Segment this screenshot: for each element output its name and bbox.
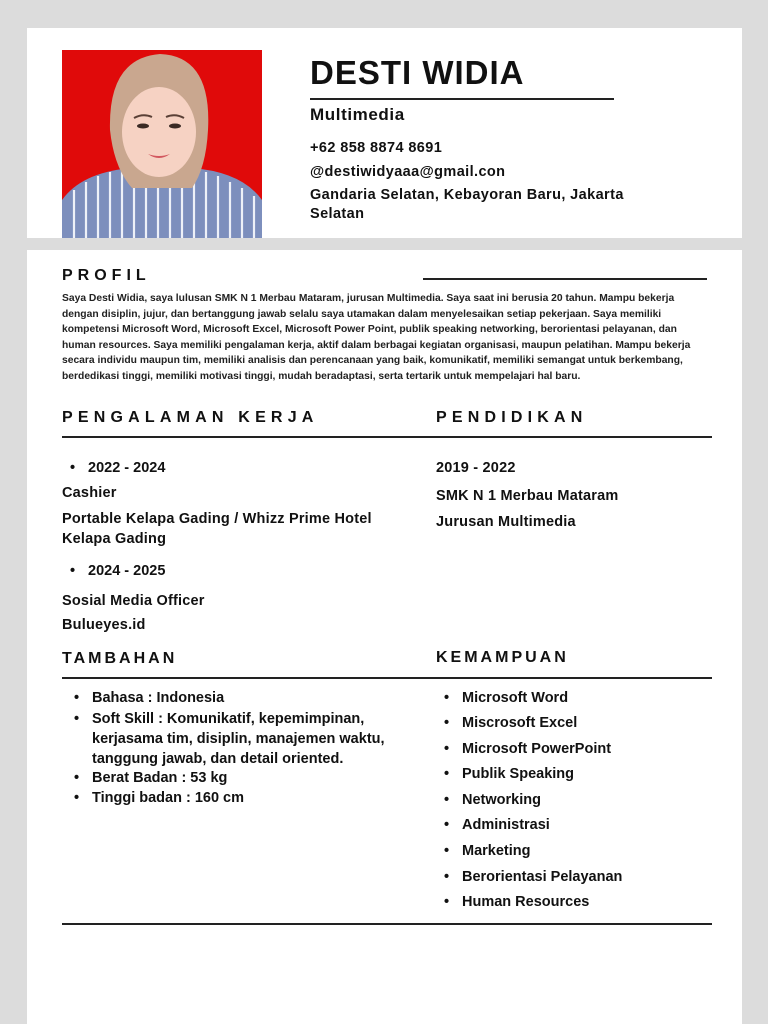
name-divider: [310, 98, 614, 100]
bottom-divider: [62, 923, 712, 925]
header-card: [27, 28, 742, 238]
person-portrait-icon: [62, 50, 262, 238]
experience-period: • 2022 - 2024: [88, 460, 165, 476]
experience-position: Cashier: [62, 485, 117, 501]
section-title-profil: PROFIL: [62, 267, 151, 284]
experience-position: Sosial Media Officer: [62, 593, 205, 609]
section-title-pendidikan: PENDIDIKAN: [436, 409, 588, 426]
experience-company: Portable Kelapa Gading / Whizz Prime Hotel Kelapa Gading: [62, 511, 372, 547]
section-title-pengalaman: PENGALAMAN KERJA: [62, 409, 319, 426]
phone-number: +62 858 8874 8691: [310, 140, 443, 156]
additional-item: • Tinggi badan : 160 cm: [92, 790, 244, 806]
skill-item: • Publik Speaking: [462, 766, 574, 782]
skill-item: • Networking: [462, 792, 541, 808]
section-title-kemampuan: KEMAMPUAN: [436, 649, 569, 666]
resume-body-card: [27, 250, 742, 1024]
education-period: 2019 - 2022: [436, 460, 516, 476]
skill-item: • Berorientasi Pelayanan: [462, 869, 622, 885]
profile-photo: [62, 50, 262, 238]
email-address: @destiwidyaaa@gmail.con: [310, 164, 506, 180]
skill-item: • Microsoft Word: [462, 690, 568, 706]
additional-item: • Soft Skill : Komunikatif, kepemimpinan, kerjasama tim, disiplin, manajemen waktu, tanggung jawab, dan detail oriented.: [92, 709, 422, 769]
additional-item: • Berat Badan : 53 kg: [92, 770, 227, 786]
additional-item: • Bahasa : Indonesia: [92, 690, 224, 706]
skill-item: • Miscrosoft Excel: [462, 715, 577, 731]
additional-skills-divider: [62, 677, 712, 679]
skill-item: • Administrasi: [462, 817, 550, 833]
skill-item: • Human Resources: [462, 894, 589, 910]
full-name: DESTI WIDIA: [310, 54, 525, 91]
profil-divider: [423, 278, 707, 280]
job-title: Multimedia: [310, 105, 405, 124]
experience-company: Bulueyes.id: [62, 617, 146, 633]
education-school: SMK N 1 Merbau Mataram: [436, 488, 619, 504]
skill-item: • Microsoft PowerPoint: [462, 741, 611, 757]
education-major: Jurusan Multimedia: [436, 514, 576, 530]
skill-item: • Marketing: [462, 843, 531, 859]
home-address: Gandaria Selatan, Kebayoran Baru, Jakarta Selatan: [310, 187, 624, 222]
profil-paragraph: Saya Desti Widia, saya lulusan SMK N 1 Merbau Mataram, jurusan Multimedia. Saya saat ini berusia 20 tahun. Mampu bekerja dengan disiplin, jujur, dan bertanggung jawab selalu saya utamakan dalam menyelesaikan setiap pekerjaan. Saya memiliki kompetensi Microsoft Word, Microsoft Excel, Microsoft Power Point, publik speaking networking, berorientasi pelayanan, dan human resources. Saya memiliki pengalaman kerja, aktif dalam berbagai kegiatan organisasi, maupun pelatihan. Mampu bekerja secara individu maupun tim, memiliki analisis dan perencanaan yang baik, komunikatif, memiliki semangat untuk berkembang, berdedikasi tinggi, memiliki motivasi tinggi, mudah beradaptasi, serta tertarik untuk mempelajari hal baru.: [62, 293, 691, 382]
experience-education-divider: [62, 436, 712, 438]
section-title-tambahan: TAMBAHAN: [62, 650, 178, 667]
experience-period: • 2024 - 2025: [88, 563, 165, 579]
